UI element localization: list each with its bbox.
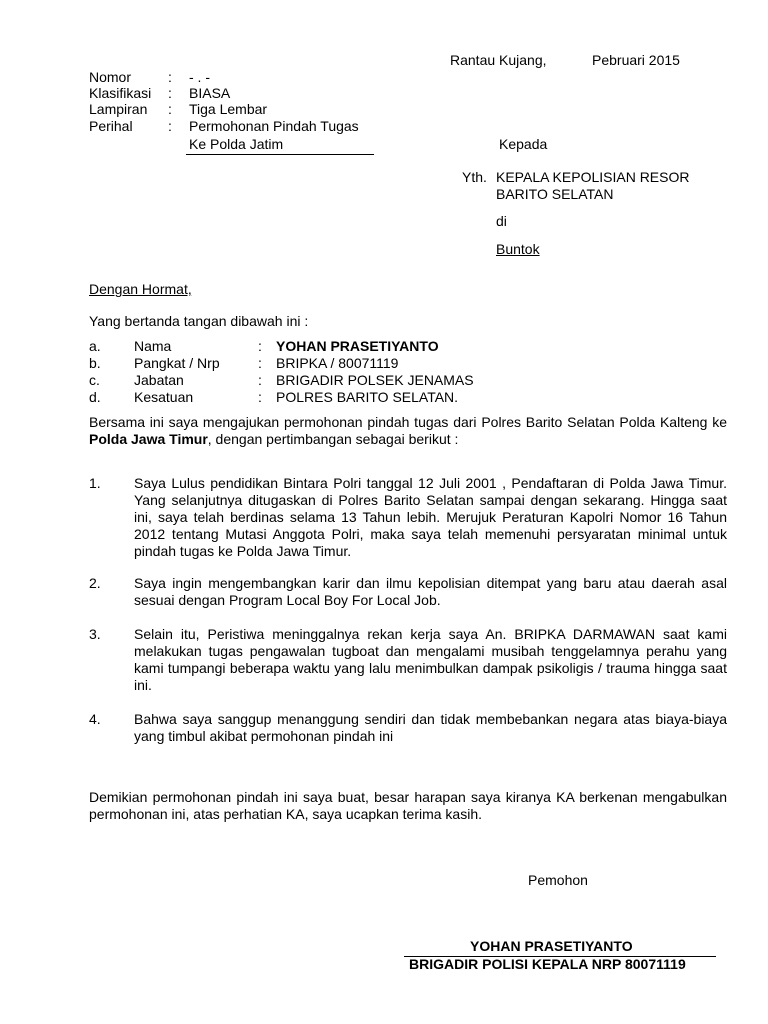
closing-paragraph: Demikian permohonan pindah ini saya buat, besar harapan saya kiranya KA berkenan mengabulkan permohonan ini, atas perhatian KA, saya ucapkan terima kasih. xyxy=(89,789,727,822)
point-number: 3. xyxy=(89,626,101,642)
recipient-line-2: BARITO SELATAN xyxy=(496,186,614,202)
signature-name: YOHAN PRASETIYANTO xyxy=(470,938,633,954)
point-number: 1. xyxy=(89,475,101,491)
meta-value-nomor: - . - xyxy=(189,69,210,85)
identity-label: Jabatan xyxy=(134,372,184,388)
identity-sep: : xyxy=(258,338,262,354)
identity-letter: d. xyxy=(89,389,101,405)
recipient-di: di xyxy=(496,213,507,229)
meta-label-lampiran: Lampiran xyxy=(89,101,148,117)
recipient-city: Buntok xyxy=(496,241,540,257)
meta-value-klasifikasi: BIASA xyxy=(189,85,231,101)
point-text: Selain itu, Peristiwa meninggalnya rekan kerja saya An. BRIPKA DARMAWAN saat kami melakukan tugas pengawalan tugboat dan mengalami musibah tenggelamnya perahu yang kami tumpangi beberapa waktu yang lalu menimbulkan dampak psikoligis / trauma hingga saat ini. xyxy=(134,626,727,693)
signature-rank: BRIGADIR POLISI KEPALA NRP 80071119 xyxy=(409,956,686,972)
identity-sep: : xyxy=(258,389,262,405)
identity-value-kesatuan: POLRES BARITO SELATAN. xyxy=(276,389,459,405)
identity-letter: c. xyxy=(89,372,100,388)
subject-underline xyxy=(186,154,374,155)
meta-sep: : xyxy=(168,101,172,117)
request-paragraph xyxy=(89,414,727,448)
identity-label: Kesatuan xyxy=(134,389,194,405)
meta-sep: : xyxy=(168,118,172,134)
request-text-after: , dengan pertimbangan sebagai berikut : xyxy=(207,431,459,447)
identity-value-jabatan: BRIGADIR POLSEK JENAMAS xyxy=(276,372,474,388)
recipient-line-1: KEPALA KEPOLISIAN RESOR xyxy=(496,169,690,185)
identity-sep: : xyxy=(258,355,262,371)
place-text: Rantau Kujang, xyxy=(450,52,547,68)
identity-value-nama: YOHAN PRASETIYANTO xyxy=(276,338,439,354)
meta-value-lampiran: Tiga Lembar xyxy=(189,101,268,117)
meta-value-perihal: Permohonan Pindah Tugas xyxy=(189,118,359,134)
identity-letter: a. xyxy=(89,338,101,354)
point-text: Saya Lulus pendidikan Bintara Polri tanggal 12 Juli 2001 , Pendaftaran di Polda Jawa Timur. Yang selanjutnya ditugaskan di Polres Barito Selatan sampai dengan sekarang. Hingga saat ini, saya telah berdinas selama 13 Tahun lebih. Merujuk Peraturan Kapolri Nomor 16 Tahun 2012 tentang Mutasi Anggota Polri, maka saya telah memenuhi persyaratan minimal untuk pindah tugas ke Polda Jawa Timur. xyxy=(134,475,727,559)
signature-role: Pemohon xyxy=(528,872,588,888)
request-destination: Polda Jawa Timur xyxy=(89,431,208,447)
subject-line-2: Ke Polda Jatim xyxy=(189,136,284,152)
recipient-kepada: Kepada xyxy=(499,136,548,152)
identity-sep: : xyxy=(258,372,262,388)
identity-letter: b. xyxy=(89,355,101,371)
point-number: 2. xyxy=(89,575,101,591)
meta-label-nomor: Nomor xyxy=(89,69,132,85)
identity-value-pangkat: BRIPKA / 80071119 xyxy=(276,355,399,371)
point-text: Saya ingin mengembangkan karir dan ilmu kepolisian ditempat yang baru atau daerah asal sesuai dengan Program Local Boy For Local Job. xyxy=(134,575,727,608)
meta-sep: : xyxy=(168,69,172,85)
recipient-yth: Yth. xyxy=(462,169,487,185)
date-text: Pebruari 2015 xyxy=(592,52,680,68)
identity-label: Pangkat / Nrp xyxy=(134,355,220,371)
meta-label-klasifikasi: Klasifikasi xyxy=(89,85,152,101)
meta-label-perihal: Perihal xyxy=(89,118,133,134)
intro-text: Yang bertanda tangan dibawah ini : xyxy=(89,313,309,329)
meta-sep: : xyxy=(168,85,172,101)
identity-label: Nama xyxy=(134,338,172,354)
request-text-before: Bersama ini saya mengajukan permohonan pindah tugas dari Polres Barito Selatan Polda Kalteng ke xyxy=(89,414,727,430)
point-text: Bahwa saya sanggup menanggung sendiri dan tidak membebankan negara atas biaya-biaya yang timbul akibat permohonan pindah ini xyxy=(134,711,727,744)
point-number: 4. xyxy=(89,711,101,727)
greeting: Dengan Hormat, xyxy=(89,281,192,297)
